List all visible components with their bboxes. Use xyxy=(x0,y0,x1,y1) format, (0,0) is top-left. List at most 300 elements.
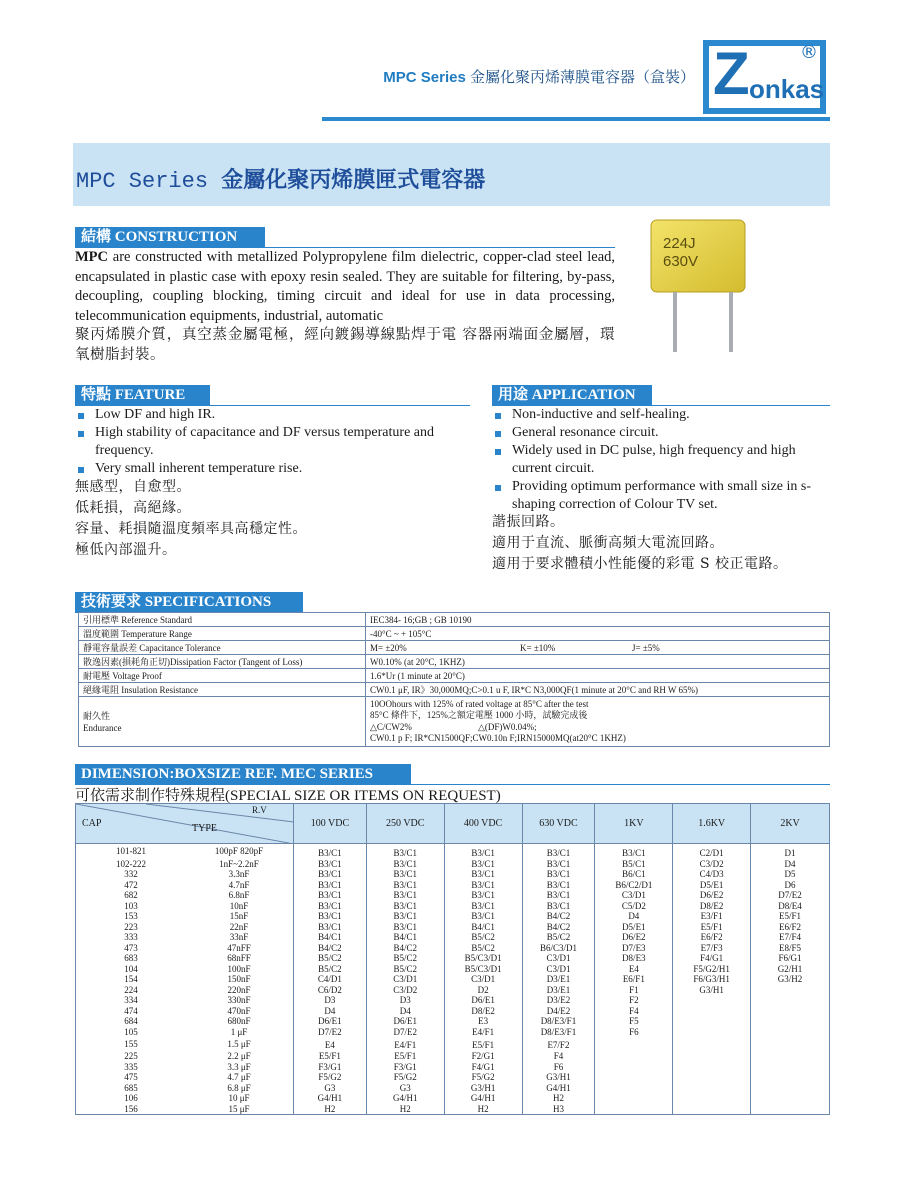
box-size-cell: B3/C1 xyxy=(595,844,673,859)
box-size-cell: F1 xyxy=(595,985,673,996)
cap-code: 225 xyxy=(124,1051,138,1061)
box-size-cell: B6/C3/D1 xyxy=(522,943,595,954)
table-row xyxy=(76,1072,830,1083)
box-size-cell: C3/D2 xyxy=(366,985,444,996)
box-size-cell: D8/E3/F1 xyxy=(522,1016,595,1027)
tolerance-j: J= ±5% xyxy=(632,642,660,653)
table-row xyxy=(76,1006,830,1017)
box-size-cell: D6/E2 xyxy=(673,890,751,901)
box-size-cell: B3/C1 xyxy=(366,869,444,880)
box-size-cell xyxy=(673,1072,751,1083)
capacitor-marking-1: 224J xyxy=(663,235,696,252)
box-size-cell: G3/H1 xyxy=(522,1072,595,1083)
cap-type-cell xyxy=(76,869,294,880)
box-size-cell xyxy=(595,1104,673,1115)
cap-type-cell xyxy=(76,922,294,933)
box-size-cell xyxy=(751,1072,830,1083)
box-size-cell: E6/F2 xyxy=(751,922,830,933)
cap-code: 685 xyxy=(124,1082,138,1093)
voltage-header-1-6kv: 1.6KV xyxy=(673,804,751,844)
application-item: Widely used in DC pulse, high frequency and high current circuit. xyxy=(492,442,828,478)
cap-code: 472 xyxy=(124,879,138,890)
box-size-cell xyxy=(751,1083,830,1094)
feature-cn-line: 極低內部溫升。 xyxy=(75,542,177,558)
cap-type: 10nF xyxy=(229,900,249,911)
box-size-cell: G3/H2 xyxy=(751,974,830,985)
title-banner xyxy=(73,143,830,206)
corner-cap: CAP xyxy=(82,818,102,829)
box-size-cell: D4/E2 xyxy=(522,1006,595,1017)
box-size-cell: B5/C2 xyxy=(366,964,444,975)
cap-type-cell xyxy=(76,1083,294,1094)
endurance-line xyxy=(370,722,825,734)
table-row xyxy=(76,1083,830,1094)
cap-type: 33nF xyxy=(229,932,249,942)
box-size-cell: B5/C2 xyxy=(522,932,595,943)
box-size-cell: E7/F4 xyxy=(751,932,830,943)
application-item: General resonance circuit. xyxy=(492,424,828,442)
box-size-cell: D1 xyxy=(751,844,830,859)
voltage-header-630vdc: 630 VDC xyxy=(522,804,595,844)
cap-type-cell xyxy=(76,995,294,1006)
box-size-cell: G3/H1 xyxy=(444,1083,522,1094)
voltage-header-2kv: 2KV xyxy=(751,804,830,844)
cap-code: 332 xyxy=(124,869,138,879)
spec-value: CW0.1 μF, IR》30,000MQ;C>0.1 u F, IR*C N3,000QF(1 minute at 20°C and RH W 65%) xyxy=(366,683,830,697)
box-size-cell: E8/F5 xyxy=(751,943,830,954)
spec-row-endurance xyxy=(79,697,830,747)
box-size-cell: B4/C2 xyxy=(366,943,444,954)
box-size-cell: B3/C1 xyxy=(293,911,366,922)
box-size-cell: G4/H1 xyxy=(293,1093,366,1104)
table-row xyxy=(76,1104,830,1115)
banner-title xyxy=(76,163,485,194)
application-cn xyxy=(492,512,788,575)
box-size-cell: F4/G1 xyxy=(444,1062,522,1073)
cap-type-cell xyxy=(76,880,294,891)
spec-label: 引用標準 Reference Standard xyxy=(79,613,366,627)
table-row xyxy=(76,1016,830,1027)
banner-title-cn: 金屬化聚丙烯膜匣式電容器 xyxy=(221,167,486,193)
box-size-cell: D6/E1 xyxy=(293,1016,366,1027)
endurance-line: 85°C 條件下，125%之額定電壓 1000 小時，試驗完成後 xyxy=(370,710,588,720)
box-size-cell xyxy=(673,1051,751,1062)
box-size-cell: G3 xyxy=(293,1083,366,1094)
table-row xyxy=(76,985,830,996)
cap-type-cell xyxy=(76,943,294,954)
table-row xyxy=(76,943,830,954)
feature-cn xyxy=(75,477,307,561)
box-size-cell: E7/F2 xyxy=(522,1037,595,1051)
spec-value: IEC384- 16;GB ; GB 10190 xyxy=(366,613,830,627)
box-size-cell: B6/C2/D1 xyxy=(595,880,673,891)
box-size-cell: D3/E2 xyxy=(522,995,595,1006)
table-row xyxy=(76,869,830,880)
box-size-cell: B4/C2 xyxy=(293,943,366,954)
box-size-cell: G2/H1 xyxy=(751,964,830,975)
table-row xyxy=(76,911,830,922)
cap-type: 1 μF xyxy=(230,1026,248,1037)
box-size-cell: E5/F1 xyxy=(444,1037,522,1051)
box-size-cell: B4/C2 xyxy=(522,911,595,922)
box-size-cell: E5/F1 xyxy=(751,911,830,922)
feature-item: High stability of capacitance and DF versus temperature and frequency. xyxy=(75,424,465,460)
box-size-cell: B5/C2 xyxy=(444,943,522,954)
box-size-cell: B3/C1 xyxy=(366,880,444,891)
voltage-header-100vdc: 100 VDC xyxy=(293,804,366,844)
construction-text xyxy=(75,248,615,365)
application-cn-line: 適用于要求體積小性能優的彩電 S 校正電路。 xyxy=(492,556,788,572)
box-size-cell: D8/E4 xyxy=(751,901,830,912)
cap-type-cell xyxy=(76,985,294,996)
box-size-cell: D3 xyxy=(293,995,366,1006)
box-size-cell xyxy=(751,1016,830,1027)
box-size-cell: B3/C1 xyxy=(444,869,522,880)
box-size-cell: F5/G2 xyxy=(366,1072,444,1083)
cap-type-cell xyxy=(76,1016,294,1027)
header-divider xyxy=(322,117,830,121)
box-size-cell: E7/F3 xyxy=(673,943,751,954)
application-label: 用途 APPLICATION xyxy=(492,385,652,405)
cap-type: 330nF xyxy=(227,995,251,1005)
box-size-cell xyxy=(751,1104,830,1115)
cap-code: 153 xyxy=(124,911,138,921)
cap-code: 223 xyxy=(124,921,138,932)
endurance-ddf: △(DF)W0.04%; xyxy=(478,721,537,732)
box-size-cell: E4/F1 xyxy=(366,1037,444,1051)
cap-code: 103 xyxy=(124,900,138,911)
box-size-cell: B5/C2 xyxy=(293,964,366,975)
box-size-cell: D7/E2 xyxy=(293,1027,366,1038)
capacitor-marking-2: 630V xyxy=(663,253,699,270)
table-row xyxy=(76,974,830,985)
box-size-cell: B3/C1 xyxy=(444,890,522,901)
application-cn-line: 諧振回路。 xyxy=(492,514,565,530)
box-size-cell: B3/C1 xyxy=(522,869,595,880)
cap-type: 470nF xyxy=(227,1005,251,1016)
cap-code: 154 xyxy=(124,974,138,984)
box-size-cell: H2 xyxy=(366,1104,444,1115)
box-size-cell: D6/E1 xyxy=(444,995,522,1006)
voltage-header-250vdc: 250 VDC xyxy=(366,804,444,844)
box-size-cell: C3/D1 xyxy=(444,974,522,985)
cap-type-cell xyxy=(76,964,294,975)
box-size-cell: D4 xyxy=(366,1006,444,1017)
box-size-cell: D8/E3 xyxy=(595,953,673,964)
cap-code: 474 xyxy=(124,1005,138,1016)
capacitor-lead-right xyxy=(729,292,733,352)
table-row xyxy=(76,1027,830,1038)
feature-list xyxy=(75,406,465,478)
box-size-cell: F2/G1 xyxy=(444,1051,522,1062)
spec-label: 溫度範圍 Temperature Range xyxy=(79,627,366,641)
box-size-cell xyxy=(673,1093,751,1104)
box-size-cell: F4 xyxy=(522,1051,595,1062)
application-item: Providing optimum performance with small size in s-shaping correction of Colour TV set. xyxy=(492,478,828,514)
box-size-cell: B4/C2 xyxy=(522,922,595,933)
box-size-cell: F5/G2/H1 xyxy=(673,964,751,975)
cap-code: 682 xyxy=(124,890,138,900)
box-size-cell: D6 xyxy=(751,880,830,891)
box-size-cell: B6/C1 xyxy=(595,869,673,880)
box-size-cell: H2 xyxy=(444,1104,522,1115)
box-size-cell: D5/E1 xyxy=(595,922,673,933)
application-list xyxy=(492,406,828,514)
box-size-cell xyxy=(673,1104,751,1115)
box-size-cell: D4 xyxy=(595,911,673,922)
box-size-cell: B3/C1 xyxy=(293,869,366,880)
feature-item: Low DF and high IR. xyxy=(75,406,465,424)
spec-row xyxy=(79,627,830,641)
header-title-en: MPC Series xyxy=(383,69,466,86)
box-size-cell: D5 xyxy=(751,869,830,880)
dimension-label: DIMENSION:BOXSIZE REF. MEC SERIES xyxy=(75,764,411,784)
spec-value: 1.6*Ur (1 minute at 20°C) xyxy=(366,669,830,683)
box-size-cell: D4 xyxy=(293,1006,366,1017)
box-size-cell: E5/F1 xyxy=(293,1051,366,1062)
box-size-cell xyxy=(595,1072,673,1083)
voltage-header-1kv: 1KV xyxy=(595,804,673,844)
box-size-cell: B5/C2 xyxy=(444,932,522,943)
spec-row xyxy=(79,655,830,669)
box-size-cell: C3/D2 xyxy=(673,859,751,870)
cap-type-cell xyxy=(76,953,294,964)
table-row xyxy=(76,1062,830,1073)
cap-code: 106 xyxy=(124,1093,138,1103)
cap-code: 475 xyxy=(124,1072,138,1082)
box-size-cell: B3/C1 xyxy=(366,901,444,912)
table-row xyxy=(76,964,830,975)
dimension-table xyxy=(75,803,830,1115)
cap-type-cell xyxy=(76,1093,294,1104)
specifications-label: 技術要求 SPECIFICATIONS xyxy=(75,592,303,612)
spec-row xyxy=(79,641,830,655)
box-size-cell xyxy=(673,1027,751,1038)
spec-label: 耐電壓 Voltage Proof xyxy=(79,669,366,683)
header-title xyxy=(383,66,695,87)
box-size-cell xyxy=(595,1093,673,1104)
table-row xyxy=(76,890,830,901)
box-size-cell: E6/F1 xyxy=(595,974,673,985)
cap-type-cell xyxy=(76,1006,294,1017)
cap-code: 105 xyxy=(124,1026,138,1037)
table-row xyxy=(76,953,830,964)
box-size-cell: H3 xyxy=(522,1104,595,1115)
cap-type-cell xyxy=(76,901,294,912)
box-size-cell: B3/C1 xyxy=(444,859,522,870)
box-size-cell: B3/C1 xyxy=(444,901,522,912)
cap-type-cell xyxy=(76,1051,294,1062)
box-size-cell: G3/H1 xyxy=(673,985,751,996)
cap-code: 104 xyxy=(124,963,138,974)
spec-label: 絕緣電阻 Insulation Resistance xyxy=(79,683,366,697)
table-row xyxy=(76,1037,830,1051)
box-size-cell: E4 xyxy=(293,1037,366,1051)
cap-code: 102-222 xyxy=(116,858,146,869)
box-size-cell xyxy=(751,1037,830,1051)
box-size-cell: B3/C1 xyxy=(293,859,366,870)
cap-type-cell xyxy=(76,1027,294,1038)
cap-code: 684 xyxy=(124,1016,138,1026)
endurance-label-cn: 耐久性 xyxy=(83,710,111,721)
box-size-cell: D2 xyxy=(444,985,522,996)
banner-title-en: MPC Series xyxy=(76,169,209,194)
cap-code: 333 xyxy=(124,932,138,942)
table-row xyxy=(76,932,830,943)
cap-code: 473 xyxy=(124,942,138,953)
box-size-cell: C4/D1 xyxy=(293,974,366,985)
cap-type: 220nF xyxy=(227,984,251,995)
box-size-cell xyxy=(751,1051,830,1062)
box-size-cell: E3/F1 xyxy=(673,911,751,922)
box-size-cell: B3/C1 xyxy=(366,844,444,859)
cap-type: 1nF~2.2nF xyxy=(219,858,259,869)
cap-code: 224 xyxy=(124,984,138,995)
spec-label: 靜電容量誤差 Capacitance Tolerance xyxy=(79,641,366,655)
box-size-cell: B3/C1 xyxy=(366,922,444,933)
box-size-cell xyxy=(751,995,830,1006)
table-row xyxy=(76,859,830,870)
cap-type-cell xyxy=(76,844,294,859)
cap-type-cell xyxy=(76,932,294,943)
cap-type: 22nF xyxy=(229,921,249,932)
table-row xyxy=(76,844,830,859)
cap-code: 683 xyxy=(124,953,138,963)
box-size-cell: D8/E2 xyxy=(444,1006,522,1017)
cap-type: 68nFF xyxy=(227,953,251,963)
box-size-cell: H2 xyxy=(293,1104,366,1115)
box-size-cell: E5/F1 xyxy=(673,922,751,933)
box-size-cell: D3/E1 xyxy=(522,985,595,996)
feature-cn-line: 容量、耗損隨溫度頻率具高穩定性。 xyxy=(75,521,307,537)
endurance-line: CW0.1 p F; IR*CN1500QF;CW0.10n F;IRN15000MQ(at20°C 1KHZ) xyxy=(370,733,626,743)
cap-type: 4.7 μF xyxy=(227,1072,251,1082)
box-size-cell: B5/C3/D1 xyxy=(444,964,522,975)
feature-item: Very small inherent temperature rise. xyxy=(75,460,465,478)
capacitor-photo xyxy=(643,216,753,356)
box-size-cell: B3/C1 xyxy=(522,901,595,912)
cap-type: 3.3nF xyxy=(228,869,250,879)
box-size-cell: D7/E2 xyxy=(366,1027,444,1038)
cap-type-cell xyxy=(76,1037,294,1051)
dimension-subtitle: 可依需求制作特殊規程(SPECIAL SIZE OR ITEMS ON REQUEST) xyxy=(75,788,501,804)
box-size-cell: B3/C1 xyxy=(444,880,522,891)
cap-type: 100pF 820pF xyxy=(214,846,264,856)
box-size-cell: F4/G1 xyxy=(673,953,751,964)
cap-type: 47nFF xyxy=(227,942,251,953)
box-size-cell: F6/G1 xyxy=(751,953,830,964)
cap-code: 335 xyxy=(124,1061,138,1072)
cap-type: 1.5 μF xyxy=(227,1038,251,1049)
box-size-cell xyxy=(595,1037,673,1051)
box-size-cell: B3/C1 xyxy=(366,859,444,870)
box-size-cell: B3/C1 xyxy=(444,911,522,922)
box-size-cell xyxy=(751,985,830,996)
capacitor-lead-left xyxy=(673,292,677,352)
box-size-cell: B3/C1 xyxy=(522,890,595,901)
application-cn-line: 適用于直流、脈衝高頻大電流回路。 xyxy=(492,535,724,551)
box-size-cell: B3/C1 xyxy=(293,880,366,891)
box-size-cell: F3/G1 xyxy=(366,1062,444,1073)
box-size-cell: F5 xyxy=(595,1016,673,1027)
box-size-cell xyxy=(751,1006,830,1017)
box-size-cell: G4/H1 xyxy=(444,1093,522,1104)
box-size-cell: F6 xyxy=(522,1062,595,1073)
box-size-cell: C6/D2 xyxy=(293,985,366,996)
cap-code: 156 xyxy=(124,1103,138,1114)
box-size-cell: B3/C1 xyxy=(293,922,366,933)
box-size-cell: B3/C1 xyxy=(522,880,595,891)
box-size-cell: F5/G2 xyxy=(444,1072,522,1083)
box-size-cell: B5/C2 xyxy=(293,953,366,964)
box-size-cell: F4 xyxy=(595,1006,673,1017)
cap-type: 15 μF xyxy=(228,1103,250,1114)
cap-type-cell xyxy=(76,974,294,985)
corner-type: TYPE xyxy=(192,823,217,834)
spec-row xyxy=(79,669,830,683)
logo-text: onkas xyxy=(749,74,825,104)
box-size-cell: F6 xyxy=(595,1027,673,1038)
box-size-cell xyxy=(751,1027,830,1038)
cap-type-cell xyxy=(76,859,294,870)
cap-type: 10 μF xyxy=(228,1093,250,1103)
cap-type-cell xyxy=(76,1072,294,1083)
cap-type: 3.3 μF xyxy=(227,1061,251,1072)
cap-code: 155 xyxy=(124,1038,138,1049)
header-title-cn: 金屬化聚丙烯薄膜電容器（盒裝） xyxy=(469,69,695,86)
box-size-cell: B4/C1 xyxy=(366,932,444,943)
spec-value-endurance xyxy=(366,697,830,747)
dimension-corner-header xyxy=(76,804,294,844)
spec-row xyxy=(79,683,830,697)
construction-body: are constructed with metallized Polypropylene film dielectric, copper-clad steel lead, encapsulated in plastic case with epoxy resin sealed. They are suitable for filtering, by-pass, decoupling, coupling blocking, timing circuit and ideal for use in data processing, telecommunication equipments, industrial, automatic xyxy=(75,249,615,324)
box-size-cell: B5/C2 xyxy=(366,953,444,964)
box-size-cell xyxy=(673,1016,751,1027)
box-size-cell xyxy=(673,1083,751,1094)
cap-type: 150nF xyxy=(227,974,251,984)
box-size-cell: G4/H1 xyxy=(522,1083,595,1094)
spec-value: -40°C ~ + 105°C xyxy=(366,627,830,641)
cap-type: 100nF xyxy=(227,963,251,974)
box-size-cell xyxy=(673,1062,751,1073)
box-size-cell: B3/C1 xyxy=(522,859,595,870)
box-size-cell: B4/C1 xyxy=(444,922,522,933)
box-size-cell: E5/F1 xyxy=(366,1051,444,1062)
voltage-header-400vdc: 400 VDC xyxy=(444,804,522,844)
spec-value-tolerance xyxy=(366,641,830,655)
box-size-cell: D6/E2 xyxy=(595,932,673,943)
box-size-cell: D5/E1 xyxy=(673,880,751,891)
box-size-cell: B5/C1 xyxy=(595,859,673,870)
table-row xyxy=(76,880,830,891)
box-size-cell: C2/D1 xyxy=(673,844,751,859)
table-row xyxy=(76,995,830,1006)
box-size-cell xyxy=(751,1093,830,1104)
spec-value: W0.10% (at 20°C, 1KHZ) xyxy=(366,655,830,669)
box-size-cell: D6/E1 xyxy=(366,1016,444,1027)
box-size-cell: B3/C1 xyxy=(293,844,366,859)
construction-lead: MPC xyxy=(75,249,109,265)
box-size-cell: D7/E3 xyxy=(595,943,673,954)
dimension-table-body xyxy=(76,844,830,1115)
construction-label: 結構 CONSTRUCTION xyxy=(75,227,265,247)
box-size-cell: C3/D1 xyxy=(366,974,444,985)
box-size-cell: B4/C1 xyxy=(293,932,366,943)
box-size-cell xyxy=(673,995,751,1006)
box-size-cell: F5/G2 xyxy=(293,1072,366,1083)
tolerance-m: M= ±20% xyxy=(370,642,407,653)
table-row xyxy=(76,1051,830,1062)
